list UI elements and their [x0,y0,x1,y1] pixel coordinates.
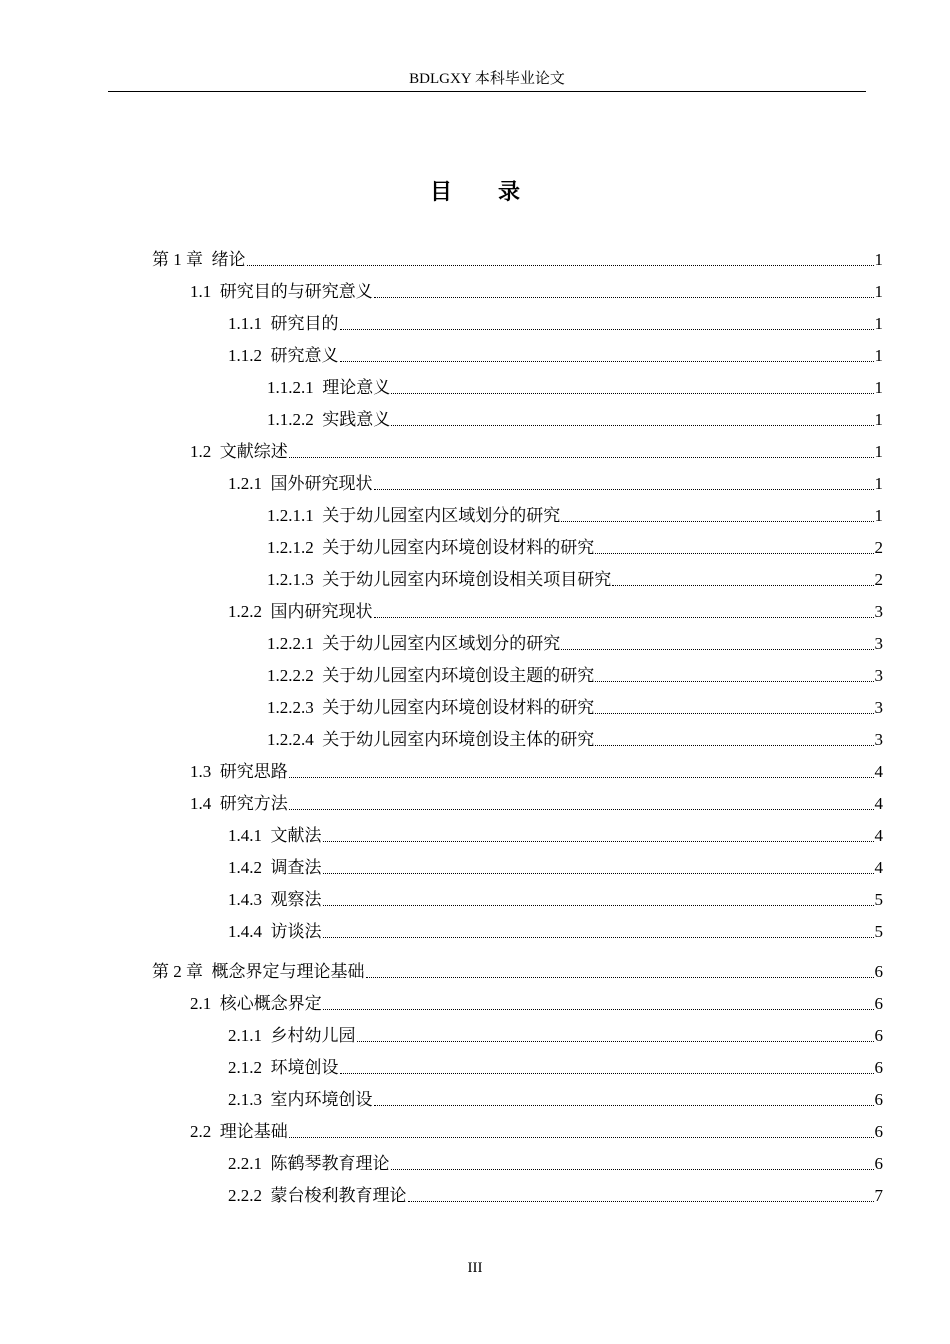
toc-dot-leader [289,1137,874,1138]
toc-dot-leader [340,361,874,362]
toc-entry-title: 乡村幼儿园 [270,1026,356,1045]
toc-entry-page: 1 [874,282,883,301]
toc-entry-number: 2.1.1 [228,1026,271,1045]
toc-entry-page: 3 [874,730,883,749]
toc-entry-page: 5 [874,922,883,941]
toc-entry-number: 2.2 [190,1122,220,1141]
toc-entry-number: 第 1 章 [152,250,212,269]
toc-entry-title: 文献综述 [219,442,288,461]
toc-entry-title: 关于幼儿园室内环境创设相关项目研究 [322,570,612,589]
toc-entry-title: 访谈法 [270,922,322,941]
toc-entry-title: 关于幼儿园室内环境创设主体的研究 [322,730,595,749]
toc-dot-leader [595,713,873,714]
toc-entry-page: 7 [874,1186,883,1205]
toc-entry-number: 1.4 [190,794,220,813]
toc-dot-leader [374,1105,874,1106]
toc-entry[interactable] [228,820,883,846]
toc-dot-leader [366,977,874,978]
toc-entry-title: 概念界定与理论基础 [211,962,365,981]
toc-entry[interactable] [267,692,883,718]
toc-entry-number: 1.1.2.2 [267,410,323,429]
toc-entry-number: 1.2.1.1 [267,506,323,525]
toc-entry-page: 6 [874,1090,883,1109]
toc-entry-page: 1 [874,410,883,429]
toc-entry[interactable] [152,956,883,982]
toc-dot-leader [408,1201,874,1202]
toc-dot-leader [612,585,873,586]
toc-dot-leader [323,937,874,938]
toc-entry-page: 3 [874,698,883,717]
toc-entry-title: 国外研究现状 [270,474,373,493]
toc-entry-number: 1.4.1 [228,826,271,845]
toc-entry-title: 研究意义 [270,346,339,365]
toc-entry-number: 2.2.2 [228,1186,271,1205]
toc-dot-leader [323,1009,874,1010]
toc-entry-title: 关于幼儿园室内环境创设材料的研究 [322,698,595,717]
toc-entry[interactable] [228,1084,883,1110]
toc-entry-title: 文献法 [270,826,322,845]
toc-entry[interactable] [228,884,883,910]
toc-entry-title: 理论基础 [219,1122,288,1141]
toc-entry[interactable] [228,1148,883,1174]
toc-entry[interactable] [267,724,883,750]
toc-entry[interactable] [267,628,883,654]
toc-entry[interactable] [228,1020,883,1046]
toc-entry[interactable] [228,308,883,334]
toc-entry[interactable] [267,532,883,558]
toc-entry[interactable] [190,436,883,462]
toc-entry-title: 关于幼儿园室内区域划分的研究 [322,634,561,653]
toc-entry-title: 环境创设 [270,1058,339,1077]
toc-entry-number: 1.1 [190,282,220,301]
toc-entry[interactable] [152,244,883,270]
toc-entry-page: 6 [874,1026,883,1045]
toc-dot-leader [323,905,874,906]
toc-dot-leader [374,297,874,298]
toc-entry-page: 1 [874,346,883,365]
toc-dot-leader [357,1041,874,1042]
toc-entry-title: 核心概念界定 [219,994,322,1013]
toc-entry-page: 6 [874,1154,883,1173]
toc-entry-number: 1.4.3 [228,890,271,909]
toc-entry-number: 1.2.2.1 [267,634,323,653]
toc-entry[interactable] [228,1052,883,1078]
toc-entry-page: 4 [874,794,883,813]
toc-entry-title: 室内环境创设 [270,1090,373,1109]
toc-entry[interactable] [267,564,883,590]
toc-entry-number: 1.2.2 [228,602,271,621]
toc-dot-leader [561,521,873,522]
toc-dot-leader [323,873,874,874]
toc-dot-leader [374,617,874,618]
toc-dot-leader [289,809,874,810]
toc-entry-page: 1 [874,474,883,493]
toc-entry-page: 4 [874,858,883,877]
toc-entry-title: 国内研究现状 [270,602,373,621]
toc-entry-page: 4 [874,826,883,845]
toc-entry-number: 1.1.1 [228,314,271,333]
toc-entry-page: 1 [874,250,883,269]
toc-entry-page: 2 [874,538,883,557]
toc-entry-title: 理论意义 [322,378,391,397]
page-header: BDLGXY 本科毕业论文 [409,71,565,87]
toc-entry[interactable] [267,404,883,430]
toc-entry[interactable] [267,372,883,398]
toc-title-char-2: 录 [498,180,521,205]
toc-dot-leader [340,329,874,330]
toc-entry[interactable] [190,988,883,1014]
toc-entry-page: 5 [874,890,883,909]
toc-entry-page: 4 [874,762,883,781]
toc-entry-title: 蒙台梭利教育理论 [270,1186,407,1205]
toc-dot-leader [391,393,873,394]
toc-entry[interactable] [228,1180,883,1206]
toc-dot-leader [374,489,874,490]
toc-entry-number: 1.1.2.1 [267,378,323,397]
toc-entry-page: 1 [874,314,883,333]
toc-entry-number: 1.3 [190,762,220,781]
toc-dot-leader [323,841,874,842]
toc-entry[interactable] [190,756,883,782]
page-number: III [467,1260,483,1276]
toc-entry[interactable] [190,1116,883,1142]
toc-entry-page: 6 [874,962,883,981]
toc-entry-page: 1 [874,442,883,461]
toc-entry-page: 1 [874,506,883,525]
toc-entry[interactable] [228,852,883,878]
toc-dot-leader [595,553,873,554]
toc-entry[interactable] [190,788,883,814]
toc-entry[interactable] [228,596,883,622]
toc-entry-number: 1.1.2 [228,346,271,365]
toc-dot-leader [289,457,874,458]
toc-dot-leader [561,649,873,650]
toc-entry-number: 第 2 章 [152,962,212,981]
toc-entry-number: 2.2.1 [228,1154,271,1173]
toc-dot-leader [289,777,874,778]
toc-entry-page: 3 [874,634,883,653]
toc-entry-title: 关于幼儿园室内区域划分的研究 [322,506,561,525]
toc-entry-number: 1.2 [190,442,220,461]
toc-dot-leader [391,425,873,426]
toc-entry-number: 1.2.1.2 [267,538,323,557]
toc-entry-number: 2.1 [190,994,220,1013]
toc-dot-leader [595,745,873,746]
toc-entry-title: 关于幼儿园室内环境创设材料的研究 [322,538,595,557]
toc-entry-title: 研究方法 [219,794,288,813]
toc-entry-number: 1.2.2.4 [267,730,323,749]
toc-entry[interactable] [267,660,883,686]
toc-entry-title: 实践意义 [322,410,391,429]
toc-entry-page: 1 [874,378,883,397]
toc-entry-title: 研究目的与研究意义 [219,282,373,301]
toc-entry-page: 3 [874,602,883,621]
toc-entry[interactable] [228,916,883,942]
toc-entry[interactable] [228,468,883,494]
toc-entry[interactable] [228,340,883,366]
toc-entry-number: 1.4.2 [228,858,271,877]
toc-entry-title: 观察法 [270,890,322,909]
toc-entry-title: 研究目的 [270,314,339,333]
toc-entry-title: 关于幼儿园室内环境创设主题的研究 [322,666,595,685]
toc-entry-number: 1.2.2.3 [267,698,323,717]
toc-entry-page: 3 [874,666,883,685]
toc-entry-title: 调查法 [270,858,322,877]
toc-entry[interactable] [267,500,883,526]
toc-entry-number: 1.2.1.3 [267,570,323,589]
toc-entry-number: 1.4.4 [228,922,271,941]
toc-entry-number: 2.1.2 [228,1058,271,1077]
toc-dot-leader [340,1073,874,1074]
toc-title-char-1: 目 [429,180,452,205]
toc-entry-number: 2.1.3 [228,1090,271,1109]
toc-entry-number: 1.2.2.2 [267,666,323,685]
toc-entry[interactable] [190,276,883,302]
toc-entry-title: 陈鹤琴教育理论 [270,1154,390,1173]
toc-entry-page: 6 [874,994,883,1013]
toc-dot-leader [595,681,873,682]
toc-entry-title: 研究思路 [219,762,288,781]
toc-entry-page: 2 [874,570,883,589]
toc-entry-number: 1.2.1 [228,474,271,493]
toc-entry-page: 6 [874,1122,883,1141]
toc-entry-page: 6 [874,1058,883,1077]
toc-dot-leader [247,265,874,266]
toc-dot-leader [391,1169,874,1170]
toc-entry-title: 绪论 [211,250,246,269]
